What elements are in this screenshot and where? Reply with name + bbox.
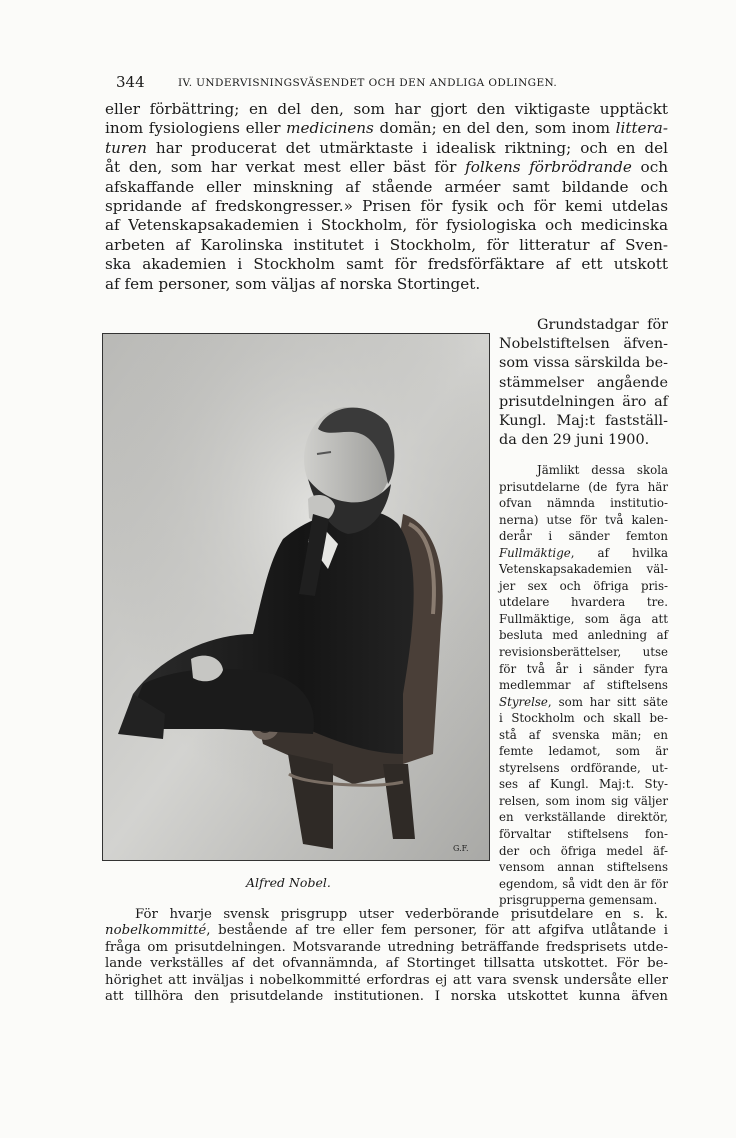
text-line: femte ledamot, som är	[499, 744, 668, 759]
page-number: 344	[116, 73, 145, 91]
text-line: För hvarje svensk prisgrupp utser vederbörande prisutdelare en s. k.	[135, 907, 668, 922]
text-line: Grundstadgar för	[537, 317, 668, 333]
text-line: prisutdelarne (de fyra här	[499, 479, 668, 494]
text-line: derår i sänder femton	[499, 529, 668, 544]
text-line: för två år i sänder fyra	[499, 661, 668, 676]
text-line: eller förbättring; en del den, som har gjort den viktigaste upptäckt	[105, 100, 668, 118]
text-line: utdelare hvardera tre.	[499, 595, 668, 610]
text-line: vensom annan stiftelsens	[499, 860, 668, 875]
text-line: prisutdelningen äro af	[499, 393, 668, 410]
text-line: Kungl. Maj:t fastställ-	[499, 413, 668, 430]
text-line: i Stockholm och skall be-	[499, 711, 668, 726]
text-line: hörighet att inväljas i nobelkommitté erfordras ej att vara svensk undersåte eller	[105, 972, 668, 988]
text-line: inom fysiologiens eller medicinens domän; en del den, som inom littera-	[105, 119, 668, 138]
text-line: relsen, som inom sig väljer	[499, 793, 668, 808]
text-line: Vetenskapsakademien väl-	[499, 562, 668, 577]
text-line: turen har producerat det utmärktaste i idealisk riktning; och en del	[105, 138, 668, 157]
figure-caption: Alfred Nobel.	[246, 875, 331, 890]
right-column-small	[499, 462, 668, 909]
text-line: förvaltar stiftelsens fon-	[499, 827, 668, 842]
text-line: prisgrupperna gemensam.	[499, 893, 658, 908]
running-title: IV. UNDERVISNINGSVÄSENDET OCH DEN ANDLIGA ODLINGEN.	[178, 77, 558, 89]
text-line: revisionsberättelser, utse	[499, 645, 668, 660]
photographer-mark: G.F.	[453, 844, 469, 853]
portrait-photo	[102, 333, 490, 861]
text-line: Nobelstiftelsen äfven-	[499, 336, 668, 353]
text-line: ses af Kungl. Maj:t. Sty-	[499, 777, 668, 792]
text-line: medlemmar af stiftelsens	[499, 678, 668, 693]
text-line: ofvan nämnda institutio-	[499, 496, 668, 511]
text-line: åt den, som har verkat mest eller bäst för folkens förbrödrande och	[105, 158, 668, 177]
right-column-large	[499, 316, 668, 450]
text-line: ska akademien i Stockholm samt för fredsförfäktare af ett utskott	[105, 255, 668, 274]
text-line: Jämlikt dessa skola	[537, 463, 668, 477]
text-line: fråga om prisutdelningen. Motsvarande utredning beträffande fredsprisets utde-	[105, 939, 668, 955]
text-line: afskaffande eller minskning af stående arméer samt bildande och	[105, 177, 668, 196]
text-line: da den 29 juni 1900.	[499, 432, 650, 449]
text-line: nobelkommitté, bestående af tre eller fem personer, för att afgifva utlåtande i	[105, 923, 668, 939]
opening-paragraph	[105, 100, 668, 294]
text-line: att tillhöra den prisutdelande institutionen. I norska utskottet kunna äfven	[105, 989, 668, 1005]
text-line: egendom, så vidt den är för	[499, 876, 668, 891]
text-line: stå af svenska män; en	[499, 727, 668, 742]
alfred-nobel-portrait	[103, 334, 489, 860]
text-line: som vissa särskilda be-	[499, 355, 668, 372]
text-line: af Vetenskapsakademien i Stockholm, för fysiologiska och medicinska	[105, 216, 668, 235]
bottom-paragraph	[105, 907, 668, 1005]
text-line: Fullmäktige, af hvilka	[499, 545, 668, 560]
text-line: jer sex och öfriga pris-	[499, 578, 668, 593]
text-line: af fem personer, som väljas af norska Stortinget.	[105, 274, 481, 293]
text-line: nerna) utse för två kalen-	[499, 512, 668, 527]
text-line: Styrelse, som har sitt säte	[499, 694, 668, 709]
text-line: spridande af fredskongresser.» Prisen för fysik och för kemi utdelas	[105, 197, 668, 216]
text-line: der och öfriga medel äf-	[499, 843, 668, 858]
text-line: Fullmäktige, som äga att	[499, 611, 668, 626]
text-line: en verkställande direktör,	[499, 810, 668, 825]
text-line: lande verkställes af det ofvannämnda, af Stortinget tillsatta utskottet. För be-	[105, 956, 668, 972]
text-line: stämmelser angående	[499, 374, 668, 391]
text-line: styrelsens ordförande, ut-	[499, 760, 668, 775]
text-line: besluta med anledning af	[499, 628, 668, 643]
text-line: arbeten af Karolinska institutet i Stockholm, för litteratur af Sven-	[105, 235, 668, 254]
